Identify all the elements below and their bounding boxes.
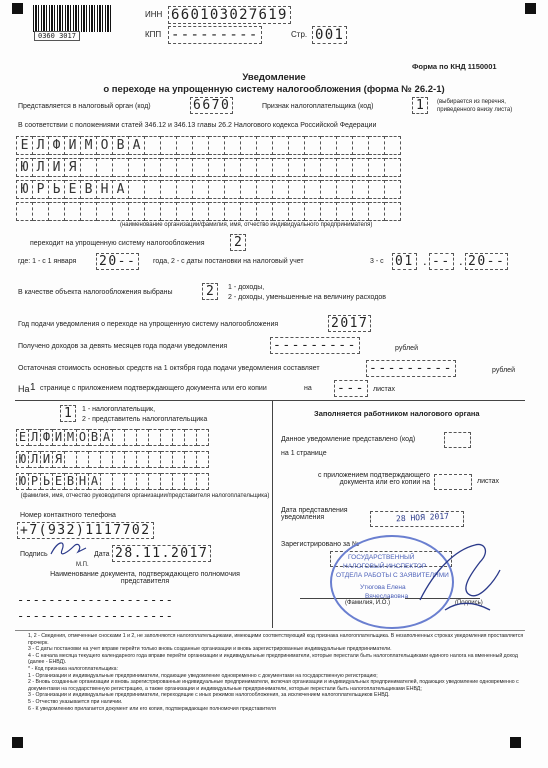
year-value: 2017 (328, 315, 371, 332)
char-cell (353, 202, 369, 221)
char-cell: А (129, 136, 145, 155)
transition-year: 20-- (96, 253, 139, 270)
char-cell (193, 136, 209, 155)
year-label: Год подачи уведомления о переходе на упрощенную систему налогообложения (18, 321, 279, 328)
char-cell (225, 136, 241, 155)
object-value: 2 (202, 283, 218, 300)
official-date-label: Дата представления уведомления (281, 507, 348, 521)
char-cell (65, 202, 81, 221)
form-subtitle: о переходе на упрощенную систему налогообложения (форма № 26.2-1) (103, 84, 445, 95)
char-cell (209, 136, 225, 155)
representative-opt2: 2 - представитель налогоплательщика (82, 416, 208, 423)
attached-label: с приложением подтверждающего документа или его копии на (317, 472, 430, 486)
char-cell (137, 429, 149, 446)
barcode-number: 0360 3017 (34, 31, 80, 41)
char-cell (137, 473, 149, 490)
form-code: Форма по КНД 1150001 (412, 62, 497, 71)
footnote: 2 - Вновь созданные организации и вновь зарегистрированные индивидуальные предприниматели, включая организации и индивидуальных предпринимателей, подающих уведомление одновременно с документами на государственную регистрацию, а также организации и индивидуальные предприниматели, которые перестали быть налогоплательщиками ЕНВД; (28, 679, 519, 692)
char-cell: А (89, 473, 101, 490)
char-cell (369, 180, 385, 199)
char-cell (369, 158, 385, 177)
char-cell (273, 136, 289, 155)
stamp-line: ГОСУДАРСТВЕННЫЙ (348, 554, 415, 561)
registered-label: Зарегистрировано за № (281, 541, 360, 548)
char-cell (241, 158, 257, 177)
barcode (33, 5, 111, 32)
char-cell (185, 429, 197, 446)
char-cell (129, 202, 145, 221)
char-cell (65, 451, 77, 468)
char-cell (185, 451, 197, 468)
char-cell (77, 451, 89, 468)
footnote: 4 - С начала месяца текущего календарного года вправе перейти организации и индивидуальные предприниматели, которые перестали быть налогоплательщиками единого налога на вмененный доход (далее - ЕНВД). (28, 652, 518, 666)
pages-label-a: На (18, 384, 30, 394)
official-section-title: Заполняется работником налогового органа (314, 409, 480, 418)
pages-label-c: на (304, 385, 312, 392)
transition-explain-a: где: 1 - с 1 января (18, 258, 77, 265)
char-cell (289, 136, 305, 155)
char-cell: Н (77, 473, 89, 490)
char-cell (49, 202, 65, 221)
char-cell (353, 136, 369, 155)
char-cell (289, 202, 305, 221)
char-cell: Ю (16, 451, 29, 468)
char-cell: И (49, 158, 65, 177)
char-cell: Р (33, 180, 49, 199)
char-cell (101, 473, 113, 490)
char-cell (257, 136, 273, 155)
stamp-line: ОТДЕЛА РАБОТЫ С ЗАЯВИТЕЛЯМИ (336, 572, 449, 579)
char-cell (161, 180, 177, 199)
char-cell (113, 158, 129, 177)
char-cell: Ь (41, 473, 53, 490)
char-cell: Я (53, 451, 65, 468)
char-cell: В (113, 136, 129, 155)
char-cell (161, 158, 177, 177)
object-opt1: 1 - доходы, (228, 284, 265, 291)
char-cell: В (89, 429, 101, 446)
stamp-place-label: М.П. (76, 562, 89, 568)
sheets-value: --- (334, 380, 368, 397)
char-cell (113, 473, 125, 490)
corner-marker (525, 3, 536, 14)
char-cell (321, 158, 337, 177)
char-cell: Л (29, 429, 41, 446)
stamp-line: НАЛОГОВЫЙ ИНСПЕКТОР (343, 563, 427, 570)
footnote: 1, 2 - Сведения, отмеченные сносками 1 и 2, не заполняются налогоплательщиками, имеющими соответствующий код признака налогоплательщика. В незаполненных строках уведомления проставляется прочерк. (28, 633, 524, 646)
char-cell (137, 451, 149, 468)
object-label: В качестве объекта налогообложения выбраны (18, 289, 173, 296)
char-cell (385, 180, 401, 199)
char-cell (113, 451, 125, 468)
footnotes-divider (15, 630, 525, 631)
object-opt2: 2 - доходы, уменьшенные на величину расходов (228, 294, 386, 301)
char-cell (145, 180, 161, 199)
taxpayer-sign-value: 1 (412, 97, 428, 114)
pages-label-b: странице с приложением подтверждающего документа или его копии (40, 385, 267, 392)
page-label: Стр. (291, 30, 308, 39)
char-cell: О (97, 136, 113, 155)
char-cell (161, 451, 173, 468)
taxpayer-name-row (16, 180, 401, 199)
tax-authority-code: 6670 (190, 97, 233, 114)
presented-label: Данное уведомление представлено (код) (281, 436, 416, 443)
char-cell (369, 136, 385, 155)
char-cell (193, 158, 209, 177)
received-date-stamp: 28 НОЯ 2017 (395, 511, 450, 524)
char-cell: И (41, 451, 53, 468)
char-cell: И (53, 429, 65, 446)
on-pages-label: на 1 странице (281, 450, 327, 457)
char-cell (273, 158, 289, 177)
representative-opt1: 1 - налогоплательщик, (82, 406, 156, 413)
char-cell (101, 451, 113, 468)
footnote: * - Код признака налогоплательщика: (28, 665, 118, 672)
char-cell (97, 158, 113, 177)
presented-code-box (444, 432, 471, 448)
char-cell (149, 451, 161, 468)
char-cell: Ф (41, 429, 53, 446)
assets-value: --------- (366, 360, 456, 377)
char-cell (185, 473, 197, 490)
char-cell (161, 136, 177, 155)
submission-date: 28.11.2017 (112, 545, 211, 562)
char-cell: А (101, 429, 113, 446)
inspector-signature (415, 540, 505, 620)
char-cell (289, 180, 305, 199)
kpp-label: КПП (145, 30, 162, 39)
char-cell (161, 473, 173, 490)
char-cell (241, 202, 257, 221)
char-cell (273, 180, 289, 199)
form-title: Уведомление (242, 72, 306, 83)
char-cell (97, 202, 113, 221)
representative-name-row (16, 473, 209, 490)
char-cell: Е (16, 429, 29, 446)
char-cell (173, 473, 185, 490)
date-label: Дата (94, 551, 110, 558)
attached-sheets-box (434, 474, 472, 490)
pages-label-d: листах (373, 386, 396, 393)
char-cell (289, 158, 305, 177)
representative-sign-value: 1 (60, 405, 76, 422)
char-cell (353, 180, 369, 199)
char-cell (173, 429, 185, 446)
char-cell: М (81, 136, 97, 155)
date-separator: . (459, 253, 463, 268)
char-cell (177, 158, 193, 177)
taxpayer-sign-label: Признак налогоплательщика (код) (262, 103, 374, 110)
stamp-line: Вячеславовна (365, 593, 409, 600)
char-cell (113, 429, 125, 446)
char-cell (385, 202, 401, 221)
char-cell: Л (33, 136, 49, 155)
char-cell (177, 202, 193, 221)
signature-caption: (Подпись) (455, 600, 483, 606)
char-cell: Ф (49, 136, 65, 155)
char-cell (305, 136, 321, 155)
page-number: 001 (312, 26, 347, 44)
assets-label: Остаточная стоимость основных средств на 1 октября года подачи уведомления составляет (18, 365, 320, 372)
inn-label: ИНН (145, 10, 163, 19)
char-cell (197, 451, 209, 468)
char-cell (209, 180, 225, 199)
char-cell (305, 202, 321, 221)
authority-doc-label: Наименование документа, подтверждающего полномочия представителя (50, 571, 240, 585)
signature-label: Подпись (20, 551, 48, 558)
char-cell (209, 158, 225, 177)
authority-doc-line1: -------------------- (17, 593, 174, 607)
char-cell (81, 158, 97, 177)
char-cell (16, 202, 33, 221)
inn-value: 660103027619 (168, 6, 291, 24)
taxpayer-name-row (16, 202, 401, 221)
char-cell (273, 202, 289, 221)
footnote: 3 - С даты постановки на учет вправе перейти только вновь созданные организации и вновь зарегистрированные индивидуальные предприниматели. (28, 646, 392, 653)
footnote: 6 - К уведомлению прилагается документ или его копия, подтверждающие полномочия представителя (28, 705, 276, 712)
char-cell (321, 180, 337, 199)
char-cell (337, 202, 353, 221)
taxpayer-name-caption: (наименование организации/фамилия, имя, отчество индивидуального предпринимателя) (120, 222, 373, 228)
char-cell (197, 473, 209, 490)
representative-name-row (16, 429, 209, 446)
char-cell: Р (29, 473, 41, 490)
char-cell (385, 158, 401, 177)
char-cell (193, 202, 209, 221)
char-cell: Ь (49, 180, 65, 199)
char-cell: Ю (16, 158, 33, 177)
char-cell: В (81, 180, 97, 199)
char-cell (321, 136, 337, 155)
char-cell (225, 180, 241, 199)
char-cell (257, 180, 273, 199)
income-unit: рублей (395, 345, 418, 352)
fio-caption: (Фамилия, И.О.) (345, 600, 391, 606)
char-cell (353, 158, 369, 177)
char-cell: А (113, 180, 129, 199)
char-cell (257, 158, 273, 177)
corner-marker (12, 3, 23, 14)
char-cell (225, 202, 241, 221)
applicant-signature (48, 538, 88, 560)
income-label: Получено доходов за девять месяцев года подачи уведомления (18, 343, 228, 350)
char-cell (321, 202, 337, 221)
char-cell (197, 429, 209, 446)
corner-marker (12, 737, 23, 748)
transition-explain-c: 3 - с (370, 258, 384, 265)
char-cell (129, 158, 145, 177)
char-cell (337, 158, 353, 177)
char-cell (369, 202, 385, 221)
date-separator: . (423, 253, 427, 268)
char-cell: В (65, 473, 77, 490)
authority-doc-line2: -------------------- (17, 609, 174, 623)
income-value: --------- (270, 337, 360, 354)
char-cell (193, 180, 209, 199)
phone-label: Номер контактного телефона (20, 512, 116, 519)
char-cell (145, 136, 161, 155)
char-cell (177, 180, 193, 199)
section-divider (15, 400, 525, 401)
sheets-word: листах (477, 478, 500, 485)
char-cell (225, 158, 241, 177)
transition-month: -- (429, 253, 454, 270)
char-cell (33, 202, 49, 221)
char-cell: М (65, 429, 77, 446)
transition-year-c: 20-- (465, 253, 508, 270)
char-cell (209, 202, 225, 221)
transition-day: 01 (392, 253, 417, 270)
char-cell (81, 202, 97, 221)
char-cell: Е (16, 136, 33, 155)
char-cell: Я (65, 158, 81, 177)
char-cell: Н (97, 180, 113, 199)
char-cell (337, 180, 353, 199)
corner-marker (510, 737, 521, 748)
char-cell (145, 202, 161, 221)
char-cell (305, 158, 321, 177)
char-cell: Ю (16, 473, 29, 490)
char-cell (149, 429, 161, 446)
char-cell: Е (53, 473, 65, 490)
tax-authority-label: Представляется в налоговый орган (код) (18, 103, 151, 110)
char-cell (161, 202, 177, 221)
char-cell (305, 180, 321, 199)
char-cell (125, 473, 137, 490)
representative-caption: (фамилия, имя, отчество руководителя организации/представителя налогоплательщика) (20, 493, 270, 499)
pages-count: 1 (30, 382, 36, 393)
char-cell: И (65, 136, 81, 155)
char-cell (337, 136, 353, 155)
taxpayer-name-row (16, 136, 401, 155)
char-cell: Ю (16, 180, 33, 199)
char-cell: Л (29, 451, 41, 468)
char-cell (257, 202, 273, 221)
taxpayer-sign-note: (выбирается из перечня, приведенного внизу листа) (437, 99, 513, 113)
char-cell (113, 202, 129, 221)
legal-basis: В соответствии с положениями статей 346.12 и 346.13 главы 26.2 Налогового кодекса Российской Федерации (18, 122, 377, 129)
footnote: 5 - Отчество указывается при наличии. (28, 698, 123, 705)
assets-unit: рублей (492, 367, 515, 374)
char-cell (125, 429, 137, 446)
taxpayer-name-row (16, 158, 401, 177)
char-cell: Е (65, 180, 81, 199)
char-cell (241, 136, 257, 155)
char-cell: Л (33, 158, 49, 177)
char-cell (145, 158, 161, 177)
transition-label: переходит на упрощенную систему налогообложения (30, 240, 205, 247)
stamp-line: Утюгова Елена (360, 584, 406, 591)
footnote: 3 - Организации и индивидуальные предприниматели, переходящие с иных режимов налогообложения, за исключением налогоплательщиков ЕНВД. (28, 692, 390, 699)
section-divider (272, 400, 273, 628)
footnote: 1 - Организации и индивидуальные предприниматели, подающие уведомление одновременно с документами на государственную регистрацию; (28, 672, 378, 679)
char-cell (173, 451, 185, 468)
char-cell (125, 451, 137, 468)
transition-value: 2 (230, 234, 246, 251)
char-cell (129, 180, 145, 199)
char-cell (89, 451, 101, 468)
representative-name-row (16, 451, 209, 468)
char-cell (177, 136, 193, 155)
kpp-value: --------- (168, 26, 262, 44)
char-cell (241, 180, 257, 199)
char-cell: О (77, 429, 89, 446)
char-cell (385, 136, 401, 155)
phone-value: +7(932)1117702 (17, 522, 154, 539)
footnotes (28, 633, 528, 712)
char-cell (149, 473, 161, 490)
char-cell (161, 429, 173, 446)
transition-explain-b: года, 2 - с даты постановки на налоговый учет (153, 258, 304, 265)
